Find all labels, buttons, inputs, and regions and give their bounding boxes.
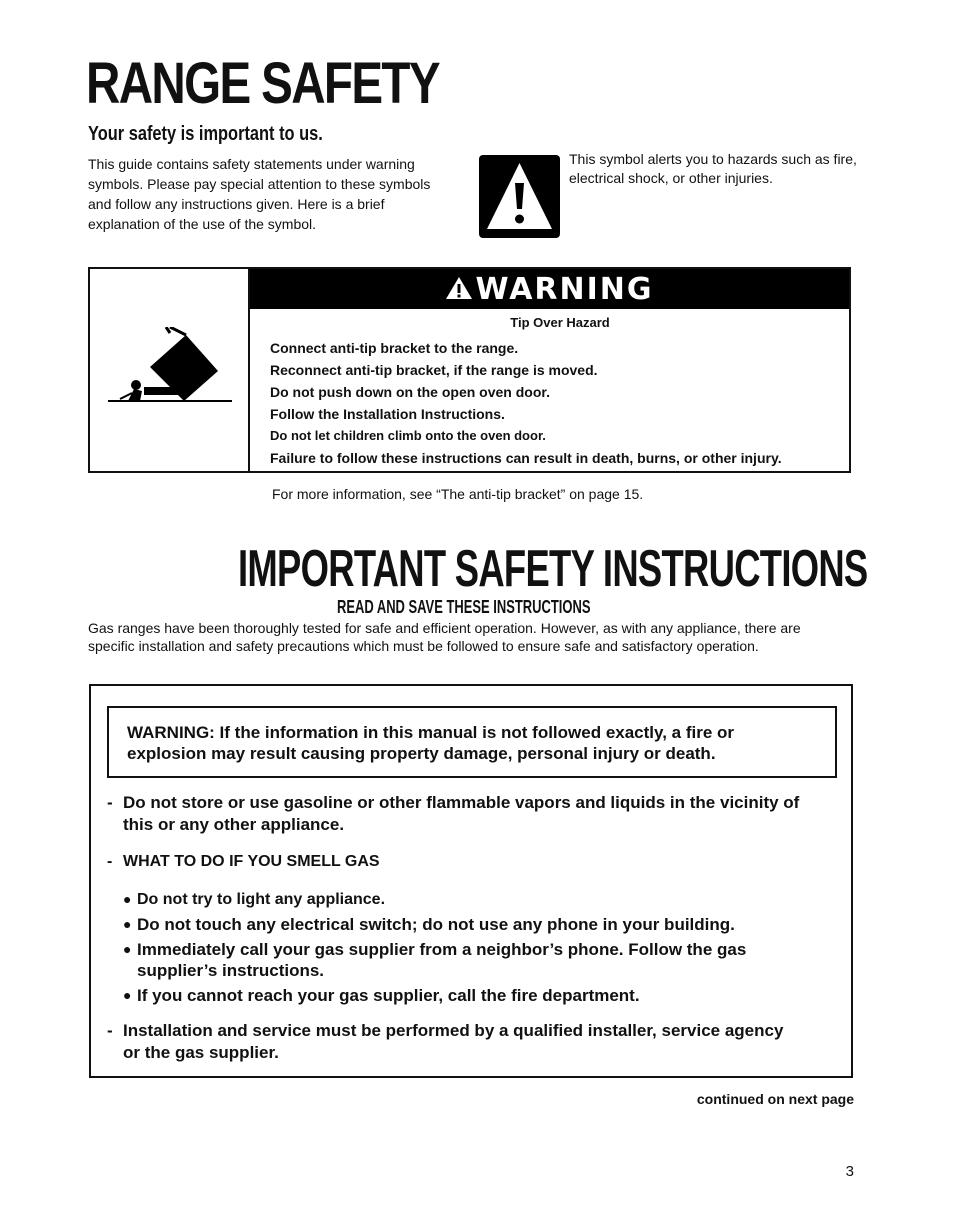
gas-instructions-list bbox=[107, 792, 827, 1064]
safety-instructions-title: IMPORTANT SAFETY INSTRUCTIONS bbox=[238, 540, 868, 598]
dash-marker: - bbox=[107, 793, 113, 812]
page-number: 3 bbox=[845, 1163, 854, 1180]
page-subtitle: Your safety is important to us. bbox=[88, 123, 323, 145]
continued-note: continued on next page bbox=[696, 1091, 854, 1107]
list-item: ● Do not touch any electrical switch; do not use any phone in your building. bbox=[123, 915, 735, 934]
warning-line: Follow the Installation Instructions. bbox=[270, 406, 505, 422]
exclamation-triangle-icon bbox=[479, 155, 560, 238]
warning-line: Failure to follow these instructions can result in death, burns, or other injury. bbox=[270, 450, 782, 466]
list-item: ● Do not try to light any appliance. bbox=[123, 891, 386, 908]
safety-instructions-intro: Gas ranges have been thoroughly tested for safe and efficient operation. However, as with any appliance, there are specific installation and safety precautions which must be followed to ensure safe and satisfactory operation. bbox=[88, 620, 801, 654]
gas-safety-box bbox=[89, 684, 853, 1078]
dash-marker: - bbox=[107, 853, 113, 870]
tip-over-warning-box bbox=[88, 267, 851, 473]
symbol-description: This symbol alerts you to hazards such as fire, electrical shock, or other injuries. bbox=[569, 151, 857, 186]
dash-marker: - bbox=[107, 1021, 113, 1040]
warning-line: Connect anti-tip bracket to the range. bbox=[270, 340, 519, 356]
list-item: ● If you cannot reach your gas supplier, call the fire department. bbox=[123, 986, 640, 1005]
gas-warning-box bbox=[107, 706, 837, 778]
more-info-text: For more information, see “The anti-tip bracket” on page 15. bbox=[272, 486, 644, 502]
bullet-marker: ● bbox=[123, 987, 132, 1003]
bullet-marker: ● bbox=[123, 916, 132, 932]
warning-header bbox=[250, 269, 849, 309]
warning-line: Do not push down on the open oven door. bbox=[270, 384, 550, 400]
bullet-marker: ● bbox=[123, 941, 132, 957]
smell-gas-sublist bbox=[107, 889, 827, 1006]
gas-warning-text: WARNING: If the information in this manual is not followed exactly, a fire or explosion may result causing property damage, personal injury or death. bbox=[127, 723, 735, 763]
list-item: - Do not store or use gasoline or other flammable vapors and liquids in the vicinity of this or any other appliance. bbox=[107, 793, 800, 834]
warning-triangle-icon bbox=[445, 275, 473, 301]
intro-text: This guide contains safety statements under warning symbols. Please pay special attention to these symbols and follow any instructions given. Here is a brief explanation of the use of the symbol. bbox=[88, 156, 431, 232]
list-item: - Installation and service must be performed by a qualified installer, service agency or the gas supplier. bbox=[107, 1021, 784, 1062]
warning-line: Do not let children climb onto the oven door. bbox=[270, 428, 546, 443]
list-item: - WHAT TO DO IF YOU SMELL GAS bbox=[107, 851, 827, 873]
range-tip-over-icon bbox=[106, 327, 234, 411]
hazard-title: Tip Over Hazard bbox=[510, 315, 610, 330]
safety-instructions-subtitle: READ AND SAVE THESE INSTRUCTIONS bbox=[337, 597, 591, 617]
bullet-marker: ● bbox=[123, 891, 132, 907]
warning-label: WARNING bbox=[475, 271, 654, 307]
warning-content bbox=[270, 313, 850, 469]
page-title: RANGE SAFETY bbox=[86, 51, 439, 116]
warning-illustration-panel bbox=[90, 269, 250, 471]
list-item: ● Immediately call your gas supplier from a neighbor’s phone. Follow the gas supplier’s instructions. bbox=[123, 940, 747, 980]
warning-line: Reconnect anti-tip bracket, if the range is moved. bbox=[270, 362, 598, 378]
